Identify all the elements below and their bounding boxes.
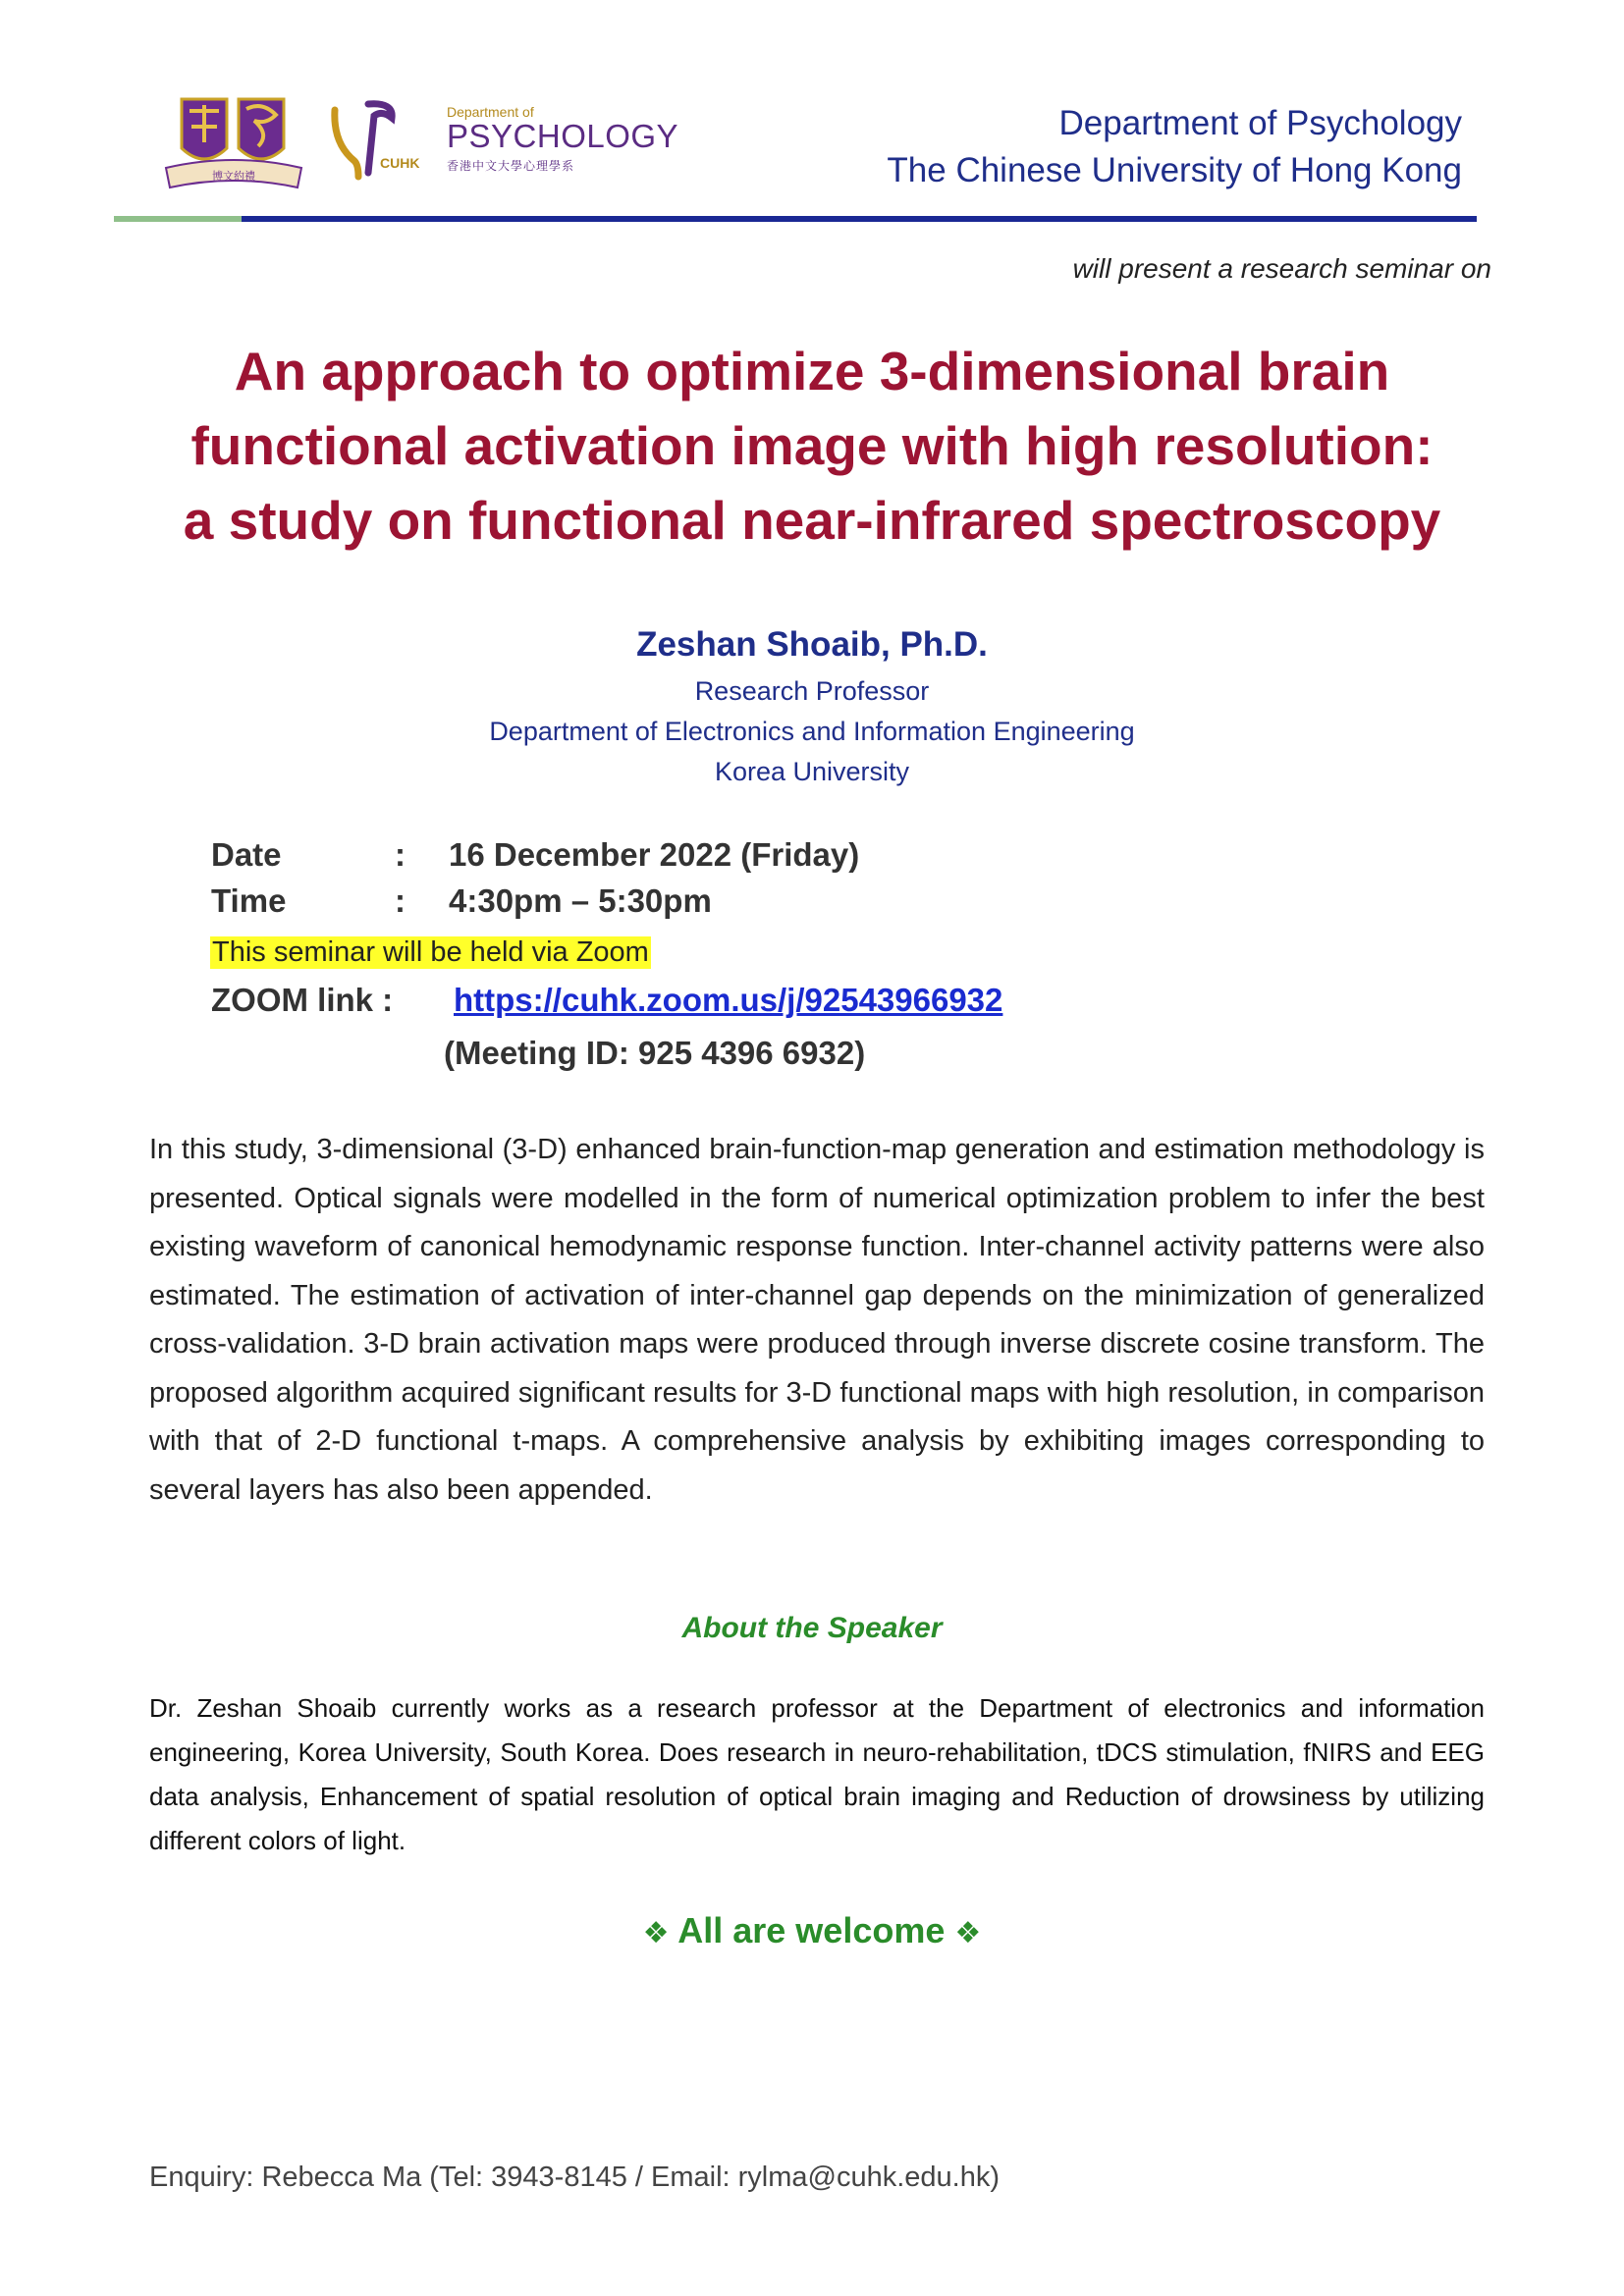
enquiry-contact: Enquiry: Rebecca Ma (Tel: 3943-8145 / Email: rylma@cuhk.edu.hk) <box>149 2162 1000 2193</box>
department-header <box>887 100 1462 194</box>
logo-dept-line: Department of <box>447 104 534 120</box>
logo-chinese-name: 香港中文大學心理學系 <box>447 159 575 173</box>
speaker-department: Department of Electronics and Information Engineering <box>489 717 1135 746</box>
logo-cuhk-text: CUHK <box>380 155 420 171</box>
date-colon: : <box>395 836 406 873</box>
title-line-1: An approach to optimize 3-dimensional brain <box>234 341 1390 401</box>
zoom-link[interactable]: https://cuhk.zoom.us/j/92543966932 <box>454 982 1003 1018</box>
welcome-line <box>0 1910 1624 1951</box>
header-rule-green <box>114 216 242 222</box>
crest-motto: 博文約禮 <box>212 170 255 183</box>
department-name: Department of Psychology <box>1058 104 1462 142</box>
speaker-info <box>0 618 1624 792</box>
seminar-title <box>98 334 1526 558</box>
about-speaker-text: Dr. Zeshan Shoaib currently works as a research professor at the Department of electronics and information engineering, Korea University, South Korea. Does research in neuro-rehabilitation, tDCS stimulation, fNIRS and EEG data analysis, Enhancement of spatial resolution of optical brain imaging and Reduction of drowsiness by utilizing different colors of light. <box>149 1693 1485 1855</box>
meeting-id: (Meeting ID: 925 4396 6932) <box>444 1035 866 1071</box>
university-name: The Chinese University of Hong Kong <box>887 151 1462 189</box>
psychology-logo-text <box>447 104 678 174</box>
welcome-text: All are welcome <box>677 1910 946 1950</box>
speaker-name: Zeshan Shoaib, Ph.D. <box>636 625 988 664</box>
time-label: Time <box>211 882 287 919</box>
ornament-left-icon: ❖ <box>642 1917 670 1949</box>
zoom-link-label: ZOOM link : <box>211 982 394 1018</box>
zoom-note-highlight: This seminar will be held via Zoom <box>212 936 649 968</box>
abstract-paragraph: In this study, 3-dimensional (3-D) enhanced brain-function-map generation and estimation methodology is presented. Optical signals were modelled in the form of numerical optimization problem to infer the best existing waveform of canonical hemodynamic response function. Inter-channel activity patterns were also estimated. The estimation of activation of inter-channel gap depends on the minimization of generalized cross-validation. 3-D brain activation maps were produced through inverse discrete cosine transform. The proposed algorithm acquired significant results for 3-D functional maps with high resolution, in comparison with that of 2-D functional t-maps. A comprehensive analysis by exhibiting images corresponding to several layers has also been appended. <box>149 1134 1485 1506</box>
time-value: 4:30pm – 5:30pm <box>449 882 712 919</box>
logo-psychology-word: PSYCHOLOGY <box>447 118 679 154</box>
date-label: Date <box>211 836 282 873</box>
about-speaker-heading: About the Speaker <box>681 1612 943 1644</box>
cuhk-crest-logo <box>160 91 307 201</box>
time-colon: : <box>395 882 406 919</box>
intro-text: will present a research seminar on <box>1072 253 1491 284</box>
speaker-institution: Korea University <box>714 757 910 786</box>
speaker-position: Research Professor <box>694 676 930 706</box>
title-line-2: functional activation image with high resolution: <box>190 415 1434 476</box>
ornament-right-icon: ❖ <box>954 1917 982 1949</box>
date-value: 16 December 2022 (Friday) <box>449 836 860 873</box>
title-line-3: a study on functional near-infrared spectroscopy <box>183 490 1441 551</box>
header-rule-blue <box>242 216 1477 222</box>
